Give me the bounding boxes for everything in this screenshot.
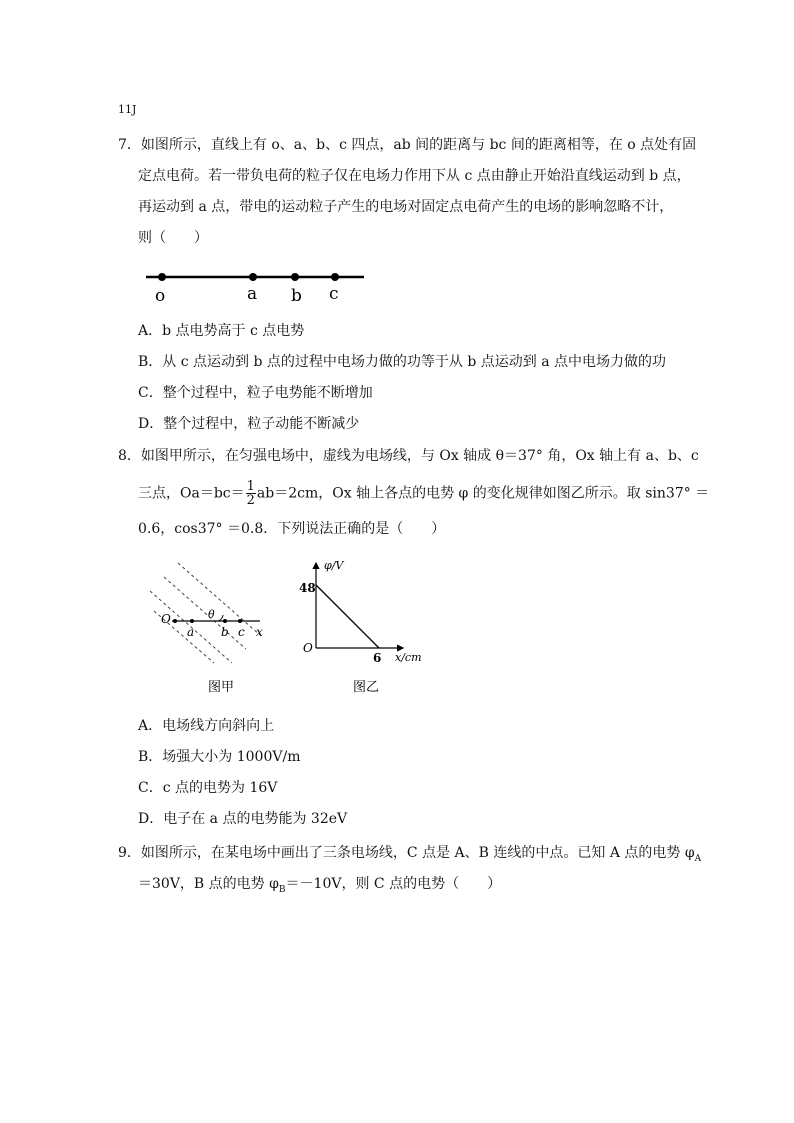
figure-yi: [295, 555, 435, 700]
fraction-numerator: 1: [246, 479, 255, 494]
q9-sub-b: B: [278, 884, 286, 895]
q9-line-2: [138, 875, 501, 899]
q9-line-1: [118, 844, 701, 868]
fraction-denominator: 2: [246, 493, 255, 508]
y-tick-48: 48: [299, 581, 316, 595]
point-c: [331, 273, 339, 281]
header-mark: 11J: [118, 103, 137, 116]
figure-jia: [150, 555, 275, 700]
label-a: a: [247, 284, 258, 304]
point-a: [249, 273, 257, 281]
q8-option-b: B．场强大小为 1000V/m: [138, 749, 301, 765]
jia-caption: 图甲: [208, 680, 235, 695]
jia-label-a: a: [187, 625, 195, 639]
jia-label-theta: θ: [208, 608, 215, 621]
label-c: c: [329, 284, 339, 304]
yi-origin-label: O: [303, 641, 313, 655]
q8-line-2: [138, 480, 709, 507]
yi-caption: 图乙: [353, 680, 380, 695]
q7-line-2: 定点电荷。若一带负电荷的粒子仅在电场力作用下从 c 点由静止开始沿直线运动到 b 点，: [138, 168, 691, 184]
q8-option-d: D．电子在 a 点的电势能为 32eV: [138, 811, 348, 827]
q8-option-a: A．电场线方向斜向上: [138, 718, 275, 734]
q7-line-3: 再运动到 a 点，带电的运动粒子产生的电场对固定点电荷产生的电场的影响忽略不计，: [138, 199, 674, 215]
q7-line-4: 则（ ）: [138, 230, 208, 246]
q7-option-d: D．整个过程中，粒子动能不断减少: [138, 416, 360, 432]
q8-line-3: 0.6，cos37° ＝0.8．下列说法正确的是（ ）: [138, 521, 446, 537]
label-o: o: [155, 286, 166, 306]
q8-option-c: C．c 点的电势为 16V: [138, 780, 278, 796]
x-axis-label: x/cm: [395, 651, 422, 664]
jia-label-b: b: [221, 625, 229, 639]
q7-line-1: 7．如图所示，直线上有 o、a、b、c 四点，ab 间的距离与 bc 间的距离相等，在 o 点处有固: [118, 137, 697, 153]
q9-sub-a: A: [694, 853, 702, 864]
jia-label-O: O: [161, 612, 171, 626]
q9-line-2-pre: ＝30V，B 点的电势 φ: [138, 876, 279, 892]
jia-label-c: c: [238, 625, 245, 639]
phi-series-line: [316, 585, 379, 648]
field-line-2: [164, 577, 246, 649]
q7-option-c: C．整个过程中，粒子电势能不断增加: [138, 385, 373, 401]
q8-line-2-pre: 三点，Oa＝bc＝: [138, 485, 245, 502]
q7-option-b: B．从 c 点运动到 b 点的过程中电场力做的功等于从 b 点运动到 a 点中电场力做的功: [138, 354, 666, 370]
label-b: b: [291, 286, 302, 306]
q8-line-1: 8．如图甲所示，在匀强电场中，虚线为电场线，与 Ox 轴成 θ＝37° 角，Ox 轴上有 a、b、c: [118, 448, 699, 464]
theta-arc: [218, 615, 223, 621]
jia-label-x: x: [256, 625, 263, 639]
q8-line-2-post: ab＝2cm，Ox 轴上各点的电势 φ 的变化规律如图乙所示。取 sin37° ＝: [256, 485, 710, 502]
q9-line-2-post: ＝－10V，则 C 点的电势（ ）: [285, 876, 502, 892]
q7-line-figure: [140, 265, 370, 310]
q9-line-1-text: 9．如图所示，在某电场中画出了三条电场线，C 点是 A、B 连线的中点。已知 A 点的电势 φ: [118, 845, 695, 861]
y-axis-label: φ/V: [324, 559, 344, 572]
fraction-one-half: [246, 480, 256, 507]
x-tick-6: 6: [373, 651, 382, 665]
point-b: [291, 273, 299, 281]
point-o: [158, 273, 166, 281]
q7-option-a: A．b 点电势高于 c 点电势: [138, 323, 305, 339]
